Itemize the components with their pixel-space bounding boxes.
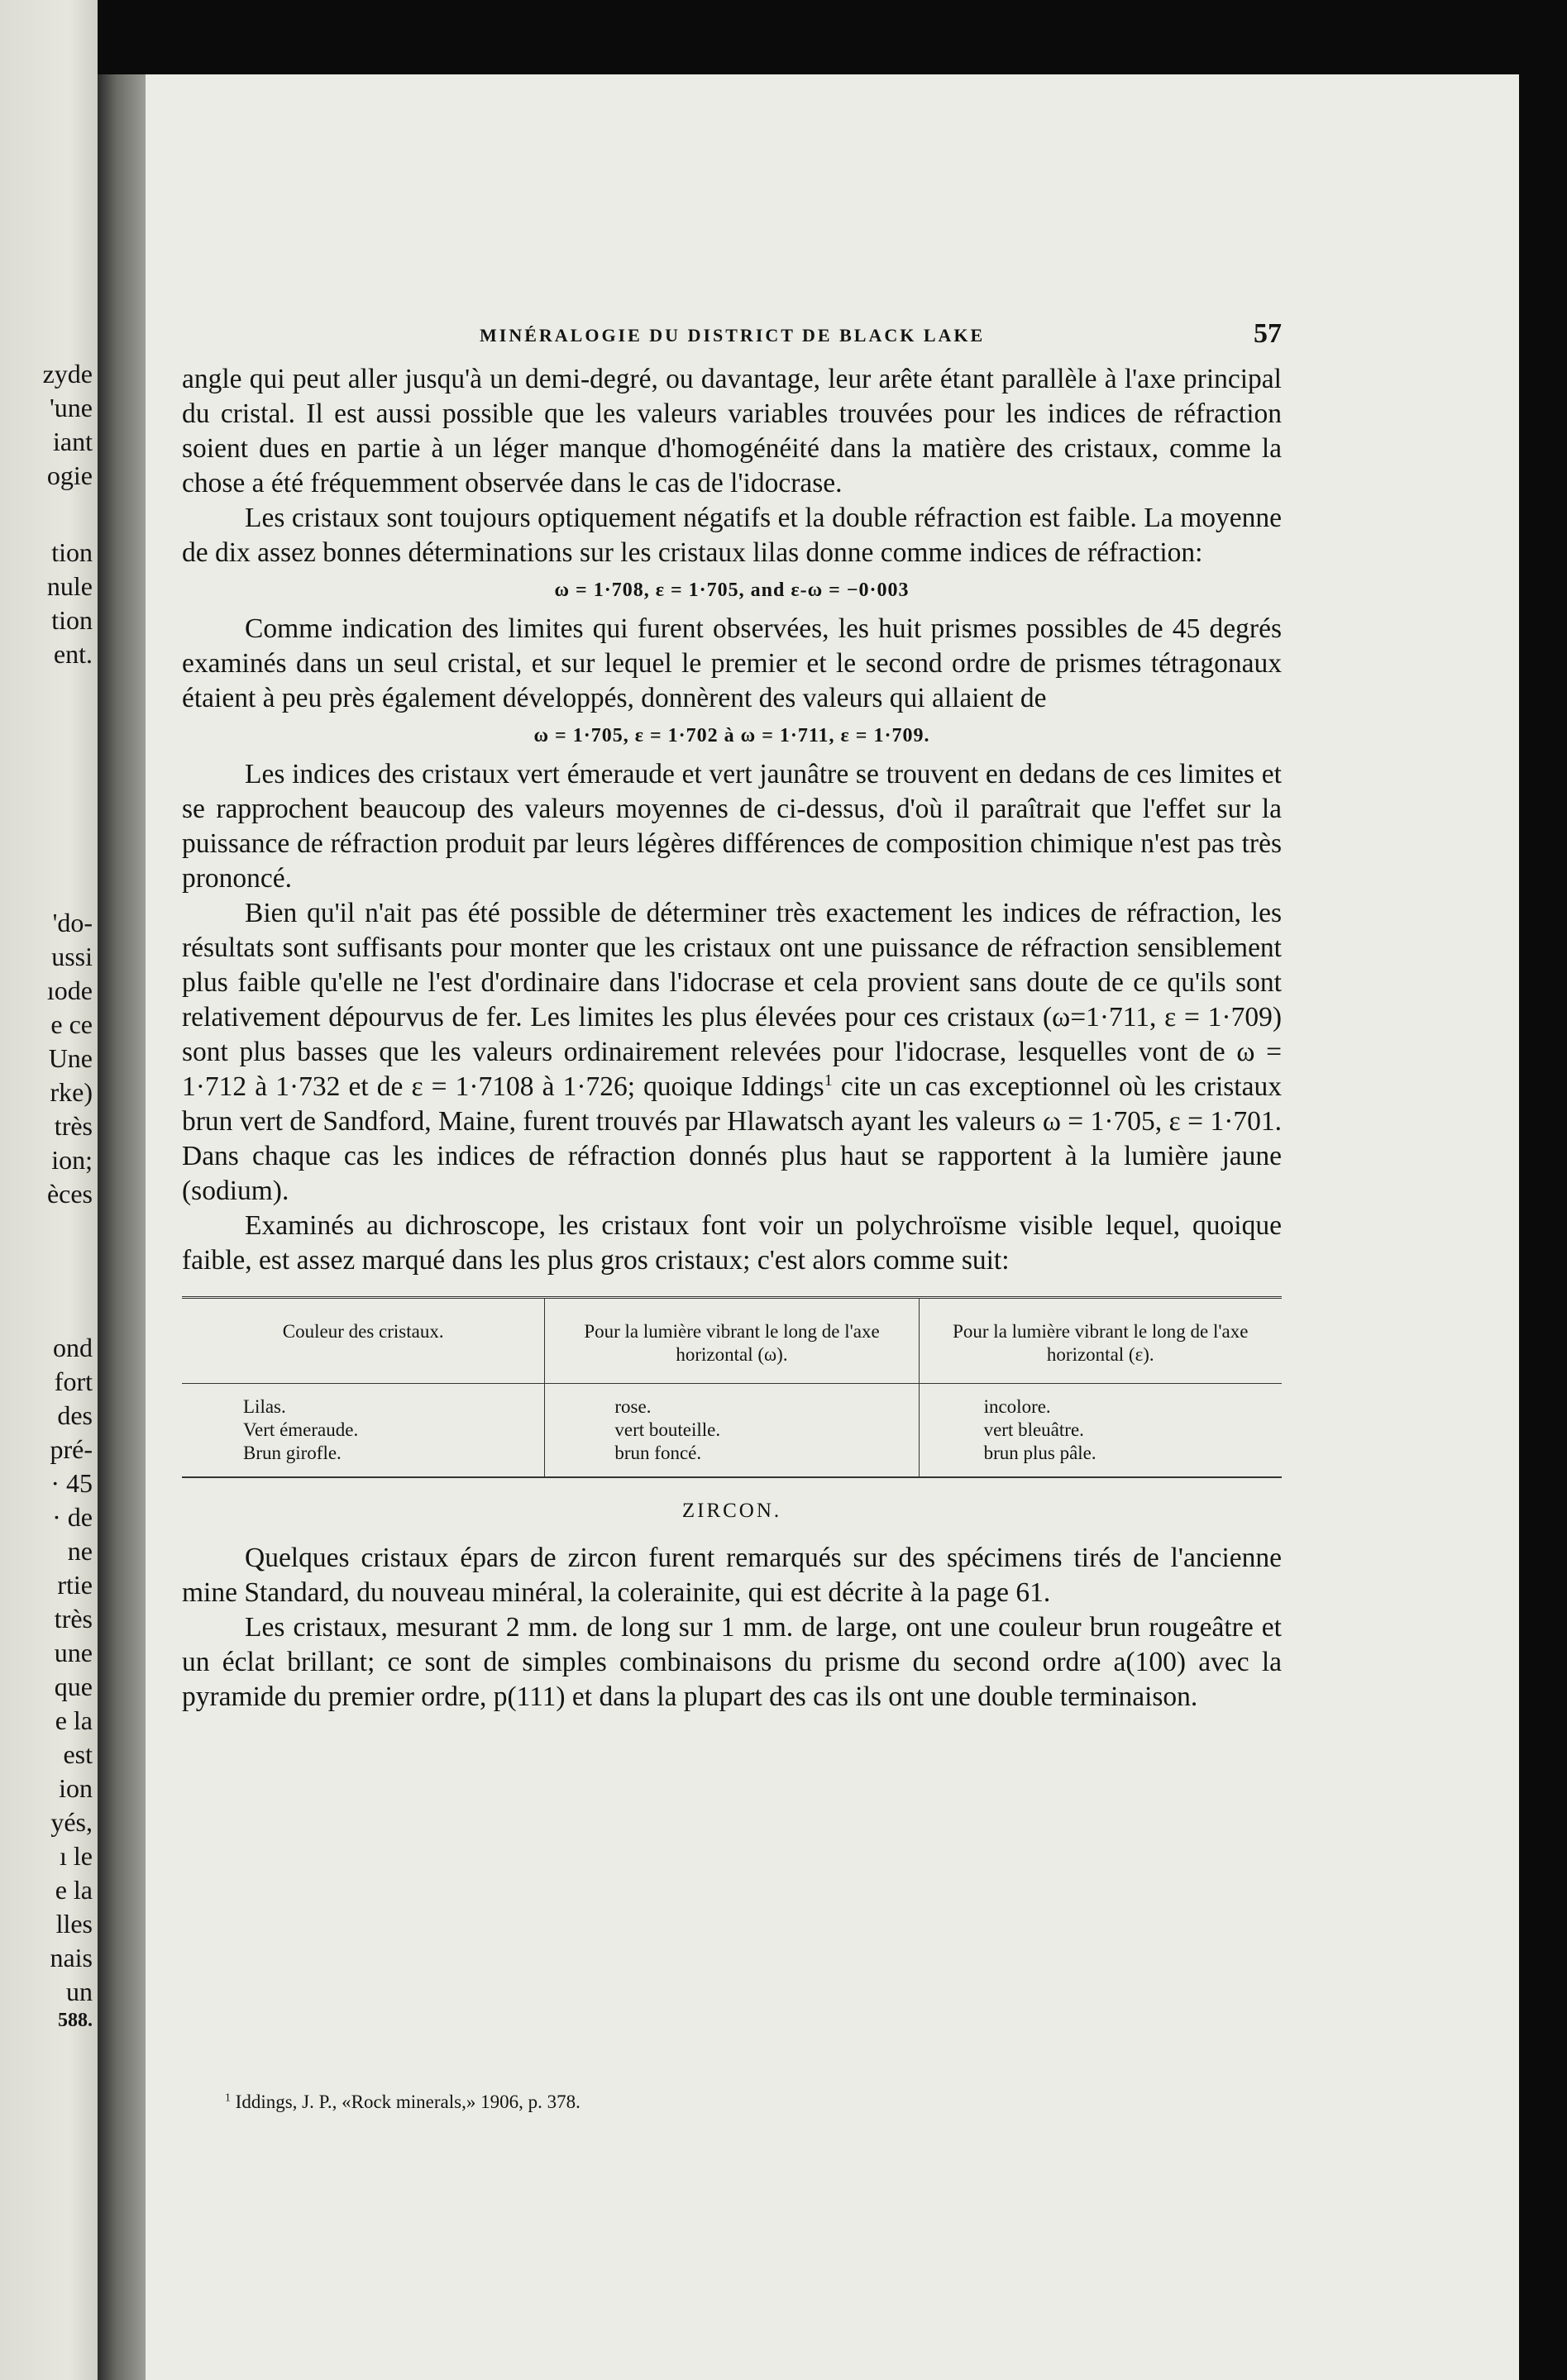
paragraph-text: cite un cas exceptionnel où les cristaux brun vert de Sandford, Maine, furent trouvés par Hlawatsch ayant les valeurs ω = 1·705, ε = 1·701. Dans chaque cas les indices de réfraction donnés plus haut se rapportent à la lumière jaune (sodium). [182,1071,1282,1206]
adjacent-page-fragment: ı le [60,1841,93,1871]
adjacent-page-fragment: zyde [42,359,93,389]
page-number: 57 [1254,318,1282,349]
cell-line: brun plus pâle. [983,1443,1096,1463]
adjacent-page-fragment: e la [55,1875,93,1905]
adjacent-page-fragment: est [63,1739,93,1769]
adjacent-page-fragment: tion [51,605,93,635]
cell-line: Vert émeraude. [243,1419,359,1440]
adjacent-page-fragment: une [54,1638,93,1667]
adjacent-page-fragment: ne [67,1536,93,1566]
adjacent-page-fragment: ond [53,1333,93,1362]
adjacent-page-fragment: Une [48,1043,93,1073]
pleochroism-table [182,1296,1282,1478]
table-header: Couleur des cristaux. [182,1298,545,1384]
adjacent-page-fragment: nule [46,571,93,601]
adjacent-page-fragment: · de [52,1502,93,1532]
cell-line: rose. [614,1396,652,1417]
adjacent-page-fragment: ent. [53,639,93,669]
cell-line: vert bouteille. [614,1419,721,1440]
adjacent-page-fragment: ıode [46,975,93,1005]
adjacent-page-fragment: nais [50,1943,93,1972]
adjacent-page-fragment: pré- [50,1434,93,1464]
cell-line: Brun girofle. [243,1443,342,1463]
body-text [182,362,1282,1715]
paragraph-text: Bien qu'il n'ait pas été possible de déterminer très exactement les indices de réfraction, les résultats sont suffisants pour monter que les cristaux ont une puissance de réfraction sensiblement plus faible qu'elle ne l'est d'ordinaire dans l'idocrase et cela provient sans doute de ce qu'ils sont relativement dépourvus de fer. Les limites les plus élevées pour ces cristaux (ω=1·711, ε = 1·709) sont plus basses que les valeurs ordinairement relevées pour l'idocrase, lesquelles vont de ω = 1·712 à 1·732 et de ε = 1·7108 à 1·726; quoique Iddings [182,898,1282,1102]
section-title: ZIRCON. [681,1500,782,1522]
adjacent-page-fragment: iant [53,427,93,456]
footnote-text: Iddings, J. P., «Rock minerals,» 1906, p. 378. [230,2091,580,2112]
book-gutter [98,74,146,2380]
table-header-row [182,1298,1282,1384]
paragraph: Quelques cristaux épars de zircon furent remarqués sur des spécimens tirés de l'ancienne mine Standard, du nouveau minéral, la colerainite, qui est décrite à la page 61. [182,1543,1282,1608]
cell-line: vert bleuâtre. [983,1419,1084,1440]
adjacent-page-fragment: ion [59,1773,93,1803]
paragraph: Comme indication des limites qui furent observées, les huit prismes possibles de 45 degrés examinés dans un seul cristal, et sur lequel le premier et le second ordre de prismes tétragonaux étaient à peu près également développés, donnèrent des valeurs qui allaient de [182,613,1282,713]
adjacent-page-fragment: 588. [58,2010,93,2031]
adjacent-page-fragment: des [57,1400,93,1430]
adjacent-page-fragment: ussi [51,942,93,971]
adjacent-page-fragment: yés, [50,1807,93,1837]
cell-line: Lilas. [243,1396,286,1417]
cell-line: incolore. [983,1396,1051,1417]
adjacent-page-fragment: tion [51,537,93,567]
footnote [182,2090,580,2115]
footnote-ref: 1 [824,1071,833,1090]
adjacent-page-fragment: rke) [50,1077,93,1107]
paragraph: Les cristaux, mesurant 2 mm. de long sur 1 mm. de large, ont une couleur brun rougeâtre et un éclat brillant; ce sont de simples combinaisons du prisme du second ordre a(100) avec la pyramide du premier ordre, p(111) et dans la plupart des cas ils ont une double terminaison. [182,1612,1282,1712]
formula: ω = 1·705, ε = 1·702 à ω = 1·711, ε = 1·709. [533,725,930,746]
adjacent-page-fragment: que [54,1672,93,1701]
book-page [146,74,1519,2380]
adjacent-page-fragment: un [66,1977,93,2006]
adjacent-page-fragment: rtie [57,1570,93,1600]
adjacent-page-fragment: lles [55,1909,93,1939]
table-cell [182,1384,545,1478]
adjacent-page-fragment: très [54,1111,93,1141]
adjacent-page-fragment: e ce [50,1009,93,1039]
running-title: MINÉRALOGIE DU DISTRICT DE BLACK LAKE [480,325,986,346]
adjacent-page-fragment: èces [46,1179,93,1209]
table-cell [545,1384,919,1478]
running-head [182,318,1282,356]
adjacent-page-fragment: ion; [51,1145,93,1175]
adjacent-page-edge [0,0,98,2380]
adjacent-page-fragment: fort [54,1366,93,1396]
adjacent-page-fragment: ogie [46,460,93,490]
adjacent-page-fragment: 'une [50,393,93,422]
footnote-marker: 1 [225,2091,231,2104]
adjacent-page-fragment: très [54,1604,93,1634]
table-cell [919,1384,1282,1478]
cell-line: brun foncé. [614,1443,702,1463]
paragraph: Examinés au dichroscope, les cristaux font voir un polychroïsme visible lequel, quoique faible, est assez marqué dans les plus gros cristaux; c'est alors comme suit: [182,1210,1282,1276]
paragraph: Les cristaux sont toujours optiquement négatifs et la double réfraction est faible. La moyenne de dix assez bonnes déterminations sur les cristaux lilas donne comme indices de réfraction: [182,503,1282,568]
table-header: Pour la lumière vibrant le long de l'axe horizontal (ε). [919,1298,1282,1384]
adjacent-page-fragment: 'do- [52,908,93,937]
paragraph: Les indices des cristaux vert émeraude et vert jaunâtre se trouvent en dedans de ces limites et se rapprochent beaucoup des valeurs moyennes de ci-dessus, d'où il paraîtrait que l'effet sur la puissance de réfraction produit par leurs légères différences de composition chimique n'est pas très prononcé. [182,759,1282,894]
table-header: Pour la lumière vibrant le long de l'axe horizontal (ω). [545,1298,919,1384]
adjacent-page-fragment: · 45 [50,1468,93,1498]
table-row [182,1384,1282,1478]
adjacent-page-fragment: e la [55,1705,93,1735]
paragraph: angle qui peut aller jusqu'à un demi-degré, ou davantage, leur arête étant parallèle à l'axe principal du cristal. Il est aussi possible que les valeurs variables trouvées pour les indices de réfraction soient dues en partie à un léger manque d'homogénéité dans la matière des cristaux, comme la chose a été fréquemment observée dans le cas de l'idocrase. [182,364,1282,498]
paragraph [182,896,1282,1209]
formula: ω = 1·708, ε = 1·705, and ε-ω = −0·003 [554,579,910,601]
